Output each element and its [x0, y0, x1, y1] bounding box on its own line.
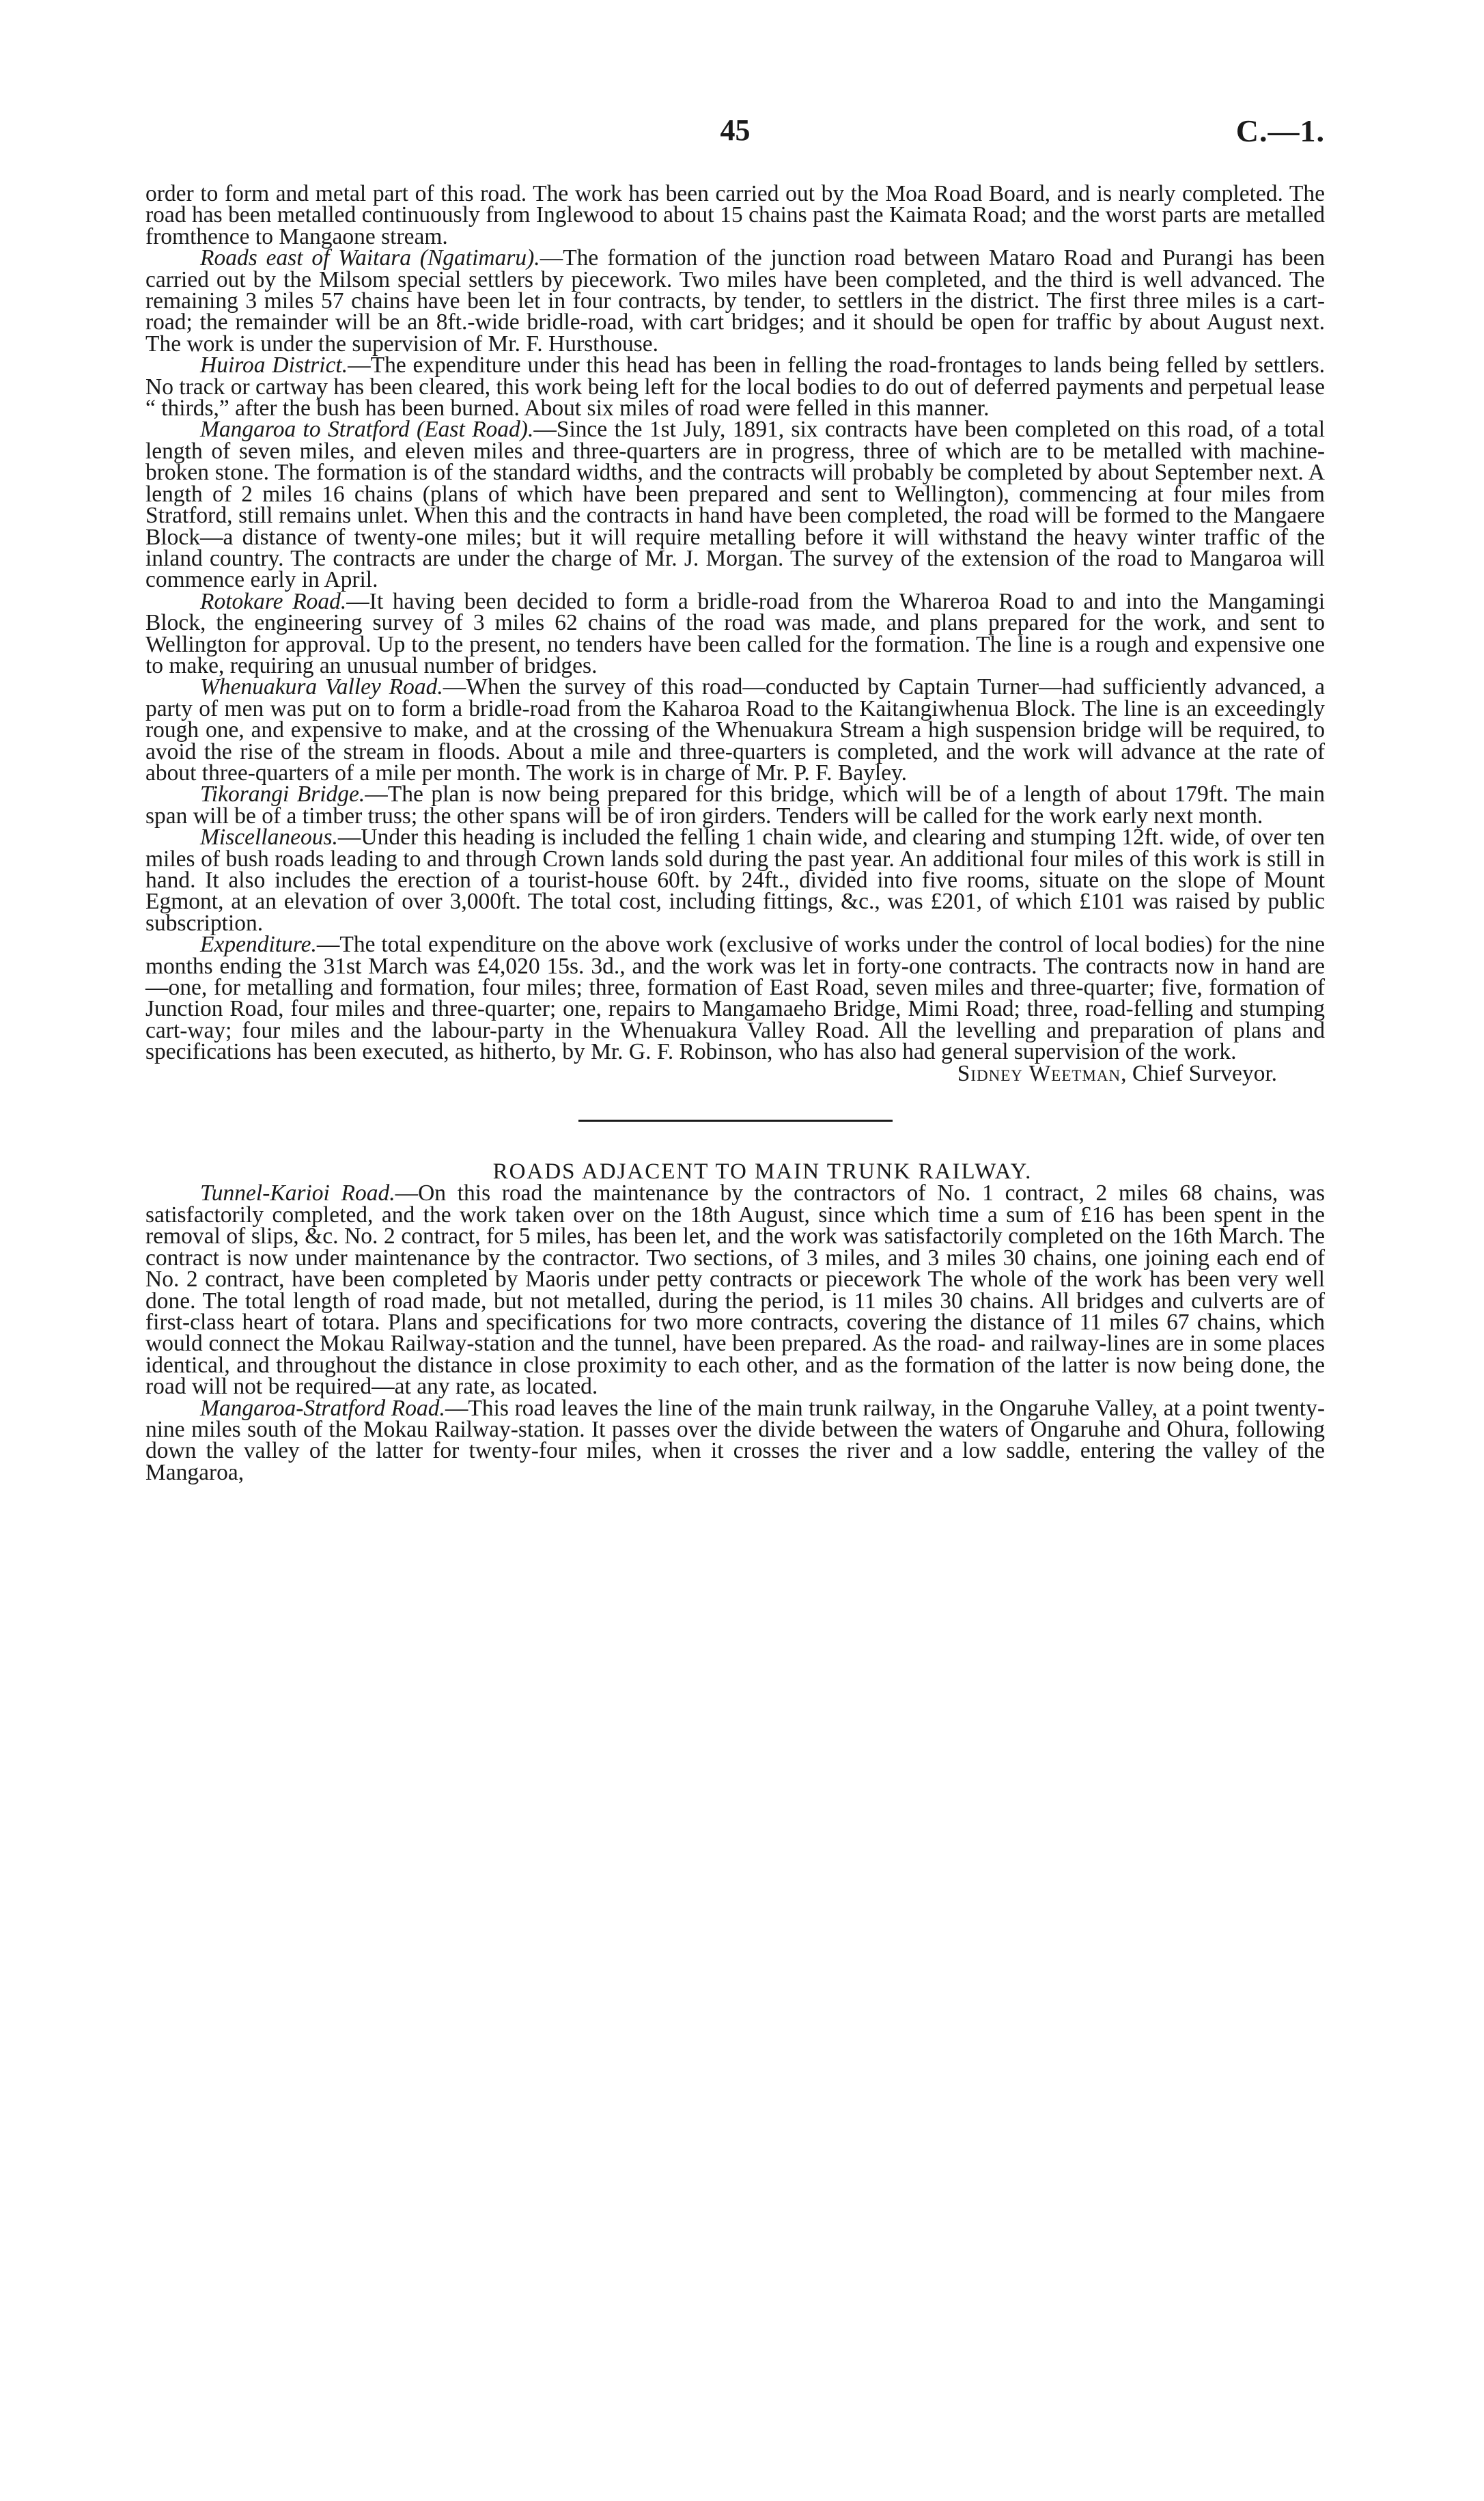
paragraph-body: —On this road the maintenance by the contractors of No. 1 contract, 2 miles 68 chains, was satisfactorily completed, and the work taken over on the 18th August, since which time a sum of £16 has been spent in the removal of slips, &c. No. 2 contract, for 5 miles, has been let, and the work was satisfactorily completed on the 16th March. The contract is now under maintenance by the contractor. Two sections, of 3 miles, and 3 miles 30 chains, one joining each end of No. 2 contract, have been completed by Maoris under petty contracts or piecework The whole of the work has been very well done. The total length of road made, but not metalled, during the period, is 11 miles 30 chains. All bridges and culverts are of first-class heart of totara. Plans and specifications for two more contracts, covering the distance of 11 miles 67 chains, which would connect the Mokau Railway-station and the tunnel, have been prepared. As the road- and railway-lines are in some places identical, and throughout the distance in close proximity to each other, and as the formation of the latter is now being done, the road will not be required—at any rate, as located. [145, 1180, 1325, 1400]
paragraph-roads-east-of-waitara [145, 247, 1325, 355]
paragraph-heading: Miscellaneous. [200, 825, 338, 851]
paragraph-body: —When the survey of this road—conducted by Captain Turner—had sufficiently advanced, a party of men was put on to form a bridle-road from the Kaharoa Road to the Kaitangiwhenua Block. The line is an exceedingly rough one, and expensive to make, and at the crossing of the Whenuakura Stream a high suspension bridge will be required, to avoid the rise of the stream in floods. About a mile and three-quarters is completed, and the work will advance at the rate of about three-quarters of a mile per month. The work is in charge of Mr. P. F. Bayley. [145, 674, 1326, 786]
paragraph-rotokare-road [145, 588, 1325, 678]
paragraph-expenditure [145, 932, 1325, 1065]
paragraph-heading: Huiroa District. [200, 353, 348, 378]
paragraph-body: —The formation of the junction road between Mataro Road and Purangi has been carried out by the Milsom special settlers by piecework. Two miles have been completed, and the third is well advanced. The remaining 3 miles 57 chains have been let in four contracts, by tender, to settlers in the district. The first three miles is a cart-road; the remainder will be an 8ft.-wide bridle-road, with cart bridges; and it should be open for traffic by about August next. The work is under the supervision of Mr. F. Hursthouse. [145, 245, 1325, 357]
page-number: 45 [720, 113, 751, 147]
paragraph-body: —It having been decided to form a bridle-road from the Whareroa Road to and into the Mangamingi Block, the engineering survey of 3 miles 62 chains of the road was made, and plans prepared for the work, and sent to Wellington for approval. Up to the present, no tenders have been called for the formation. The line is a rough and expensive one to make, requiring an unusual number of bridges. [145, 588, 1325, 678]
paragraph-heading: Tikorangi Bridge. [200, 782, 365, 807]
paragraph-heading: Rotokare Road. [200, 588, 347, 614]
paragraph-whenuakura-valley-road [145, 676, 1325, 784]
paragraph-heading: Whenuakura Valley Road. [200, 674, 443, 700]
signatory-title: , Chief Surveyor. [1121, 1060, 1277, 1086]
paragraph-miscellaneous [145, 827, 1325, 934]
paragraph-tikorangi-bridge [145, 784, 1325, 827]
paragraph-heading: Expenditure. [200, 932, 317, 958]
signature-block [145, 1060, 1325, 1086]
report-body [145, 183, 1325, 1483]
section-title: ROADS ADJACENT TO MAIN TRUNK RAILWAY. [492, 1159, 1033, 1185]
paragraph-body: —Under this heading is included the felling 1 chain wide, and clearing and stumping 12ft. wide, of over ten miles of bush roads leading to and through Crown lands sold during the past year. An additional four miles of this work is still in hand. It also includes the erection of a tourist-house 60ft. by 24ft., divided into five rooms, situate on the slope of Mount Egmont, at an elevation of over 3,000ft. The total cost, including fittings, &c., was £201, of which £101 was raised by public subscription. [145, 825, 1325, 936]
signatory-name: Sidney Weetman [957, 1060, 1121, 1086]
continued-paragraph: order to form and metal part of this road. The work has been carried out by the Moa Road Board, and is nearly completed. The road has been metalled continuously from Inglewood to about 15 chains past the Kaimata Road; and the worst parts are metalled fromthence to Mangaone stream. [145, 181, 1325, 249]
paragraph-heading: Tunnel-Karioi Road. [200, 1180, 395, 1206]
paragraph-heading: Roads east of Waitara (Ngatimaru). [200, 245, 540, 271]
paragraph-heading: Mangaroa-Stratford Road. [200, 1395, 445, 1421]
paragraph-mangaroa-stratford-road [145, 1395, 1325, 1485]
paragraph-body: —This road leaves the line of the main trunk railway, in the Ongaruhe Valley, at a point twenty-nine miles south of the Mokau Railway-station. It passes over the divide between the waters of Ongaruhe and Ohura, following down the valley of the latter for twenty-four miles, when it crosses the river and a low saddle, entering the valley of the Mangaroa, [145, 1395, 1325, 1485]
paragraph-tunnel-karioi-road [145, 1180, 1325, 1400]
paragraph-body: —The plan is now being prepared for this bridge, which will be of a length of about 179ft. The main span will be of a timber truss; the other spans will be of iron girders. Tenders will be called for the work early next month. [145, 782, 1325, 829]
paragraph-huiroa-district [145, 353, 1325, 422]
section-divider [578, 1120, 893, 1122]
page-header [145, 113, 1325, 154]
paragraph-heading: Mangaroa to Stratford (East Road). [200, 417, 534, 443]
paragraph-mangaroa-to-stratford [145, 417, 1325, 593]
document-reference: C.—1. [1235, 113, 1325, 148]
paragraph-body: —Since the 1st July, 1891, six contracts have been completed on this road, of a total length of seven miles, and eleven miles and three-quarters are in progress, three of which are to be metalled with machine-broken stone. The formation is of the standard widths, and the contracts will probably be completed by about September next. A length of 2 miles 16 chains (plans of which have been prepared and sent to Wellington), commencing at four miles from Stratford, still remains unlet. When this and the contracts in hand have been completed, the road will be formed to the Mangaere Block—a distance of twenty-one miles; but it will require metalling before it will withstand the heavy winter traffic of the inland country. The contracts are under the charge of Mr. J. Morgan. The survey of the extension of the road to Mangaroa will commence early in April. [145, 417, 1325, 593]
paragraph-body: —The expenditure under this head has been in felling the road-frontages to lands being felled by settlers. No track or cartway has been cleared, this work being left for the local bodies to do out of deferred payments and perpetual lease “ thirds,” after the bush has been burned. About six miles of road were felled in this manner. [145, 353, 1325, 422]
paragraph-body: —The total expenditure on the above work (exclusive of works under the control of local bodies) for the nine months ending the 31st March was £4,020 15s. 3d., and the work was let in forty-one contracts. The contracts now in hand are—one, for metalling and formation, four miles; three, formation of East Road, seven miles and three-quarter; five, formation of Junction Road, four miles and three-quarter; one, repairs to Mangamaeho Bridge, Mimi Road; three, road-felling and stumping cart-way; four miles and the labour-party in the Whenuakura Valley Road. All the levelling and preparation of plans and specifications has been executed, as hitherto, by Mr. G. F. Robinson, who has also had general supervision of the work. [145, 932, 1325, 1065]
